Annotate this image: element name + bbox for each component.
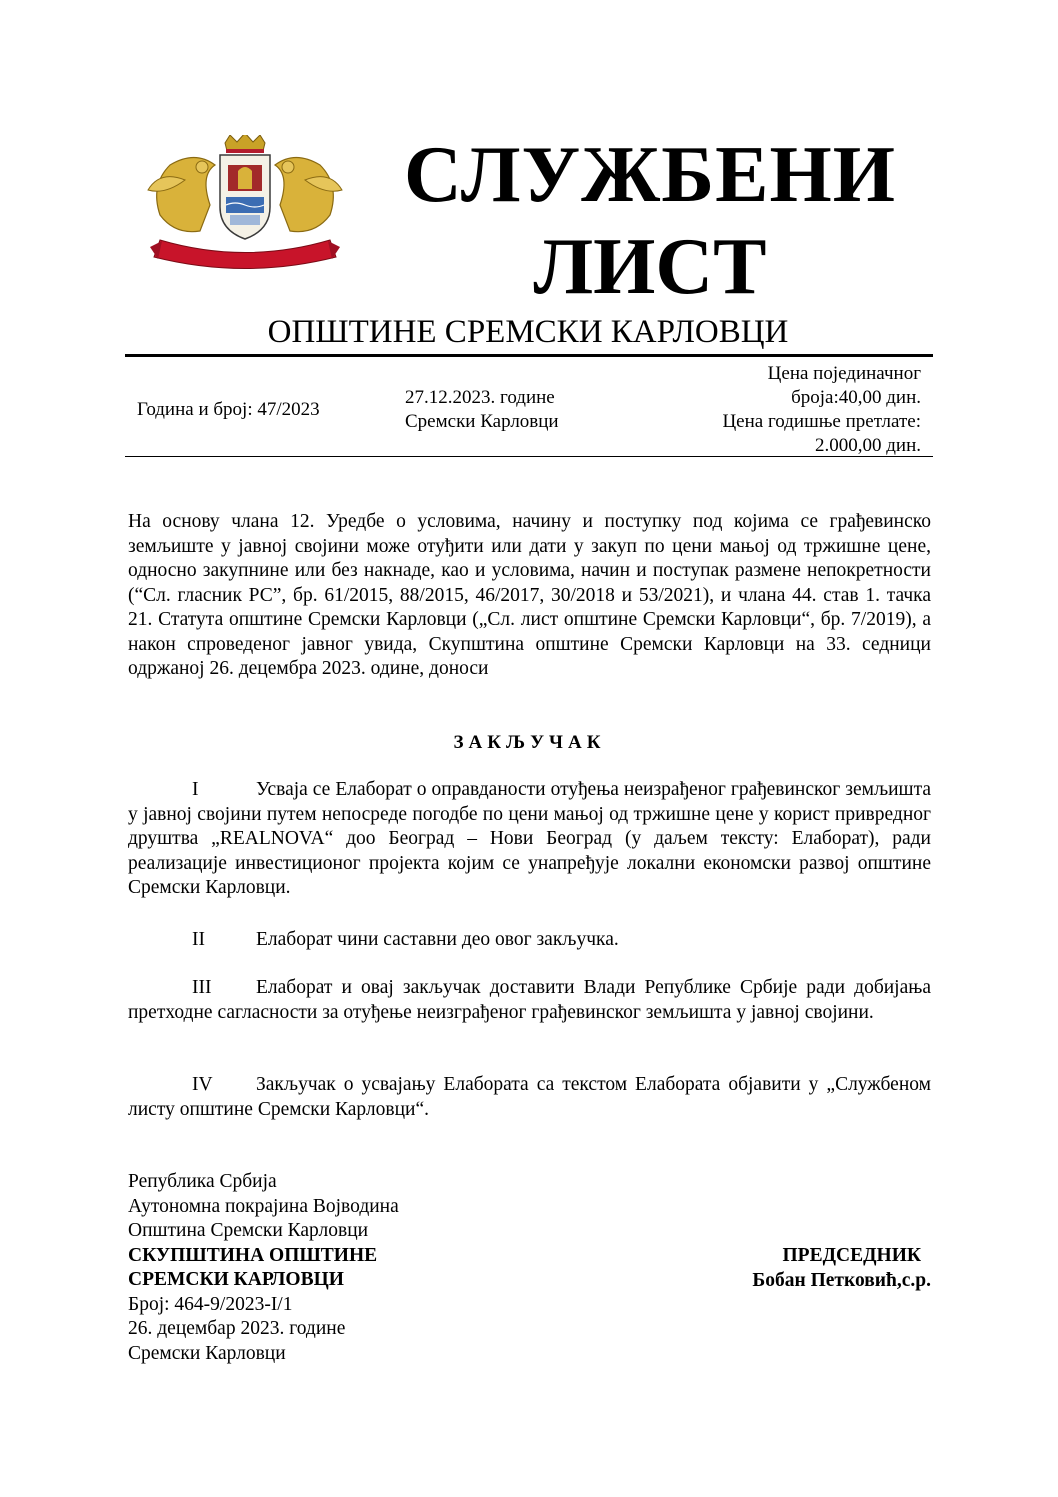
masthead-divider bbox=[125, 354, 933, 357]
article-text: Закључак о усвајању Елабората са текстом Елабората објавити у „Службеном листу општине Сремски Карловци“. bbox=[128, 1074, 931, 1120]
issue-date-place bbox=[405, 386, 625, 434]
issue-date: 27.12.2023. године bbox=[405, 387, 555, 408]
document-date: 26. децембар 2023. године bbox=[128, 1318, 346, 1339]
issuer-body: СКУПШТИНА ОПШТИНЕ bbox=[128, 1244, 378, 1266]
masthead-title-line2: ЛИСТ bbox=[533, 223, 767, 311]
article-text: Елаборат и овај закључак доставити Влади Републике Србије ради добијања претходне сагласности за отуђење неизграђеног грађевинског земљишта у јавној својини. bbox=[128, 977, 931, 1023]
article-4 bbox=[128, 1073, 931, 1122]
coat-of-arms bbox=[140, 135, 350, 270]
article-number: IV bbox=[192, 1074, 213, 1095]
document-number: Број: 464-9/2023-I/1 bbox=[128, 1293, 293, 1315]
price-line: броја:40,00 дин. bbox=[791, 387, 921, 408]
decision-heading: ЗАКЉУЧАК bbox=[453, 732, 606, 753]
signature-block bbox=[640, 1244, 931, 1293]
article-text: Елаборат чини саставни део овог закључка. bbox=[256, 929, 619, 950]
price-line: 2.000,00 дин. bbox=[814, 435, 921, 456]
price-line: Цена годишње претлате: bbox=[722, 411, 921, 432]
article-1 bbox=[128, 778, 931, 901]
issuer-line: Република Србија bbox=[128, 1171, 277, 1192]
article-text: Усваја се Елаборат о оправданости отуђења неизрађеног грађевинског земљишта у јавној својини путем непосреде погодбе по цени мањој од тржишне цене у корист привредног друштва „REALNOVA“ доо Београд – Нови Београд (у даљем тексту: Елаборат), ради реализације инвестиционог пројекта којим се унапређује локални економски развој општине Сремски Карловци. bbox=[128, 779, 931, 898]
issue-info-row bbox=[125, 360, 931, 456]
issuer-line: Општина Сремски Карловци bbox=[128, 1220, 369, 1241]
info-divider bbox=[125, 456, 933, 457]
issue-number: Година и број: 47/2023 bbox=[137, 399, 320, 420]
issuer-block bbox=[128, 1170, 548, 1366]
signatory-title: ПРЕДСЕДНИК bbox=[782, 1245, 921, 1266]
article-number: III bbox=[192, 977, 212, 998]
preamble-paragraph: На основу члана 12. Уредбе о условима, начину и поступку под којима се грађевинско земљиште у јавној својини може отуђити или дати у закуп по цени мањој од тржишне цене, односно закупнине или без накнаде, као и условима, начин и поступак размене непокретности (“Сл. гласник РС”, бр. 61/2015, 88/2015, 46/2017, 30/2018 и 53/2021), и члана 44. став 1. тачка 21. Статута општине Сремски Карловци („Сл. лист општине Сремски Карловци“, бр. 7/2019), а након спроведеног јавног увида, Скупштина општине Сремски Карловци на 33. седници одржаној 26. децембра 2023. одине, доноси bbox=[128, 511, 931, 679]
masthead-subtitle: ОПШТИНЕ СРЕМСКИ КАРЛОВЦИ bbox=[267, 314, 789, 350]
price-line: Цена појединачног bbox=[767, 363, 921, 384]
signatory-name: Бобан Петковић,с.р. bbox=[752, 1269, 931, 1291]
article-number: II bbox=[192, 929, 205, 950]
issue-place: Сремски Карловци bbox=[405, 411, 559, 432]
issue-price bbox=[661, 362, 921, 458]
document-place: Сремски Карловци bbox=[128, 1342, 286, 1364]
article-2 bbox=[128, 928, 931, 953]
masthead-title-line1: СЛУЖБЕНИ bbox=[404, 131, 896, 219]
issuer-body: СРЕМСКИ КАРЛОВЦИ bbox=[128, 1269, 344, 1290]
article-3 bbox=[128, 976, 931, 1025]
article-number: I bbox=[192, 779, 199, 800]
issuer-line: Аутономна покрајина Војводина bbox=[128, 1195, 399, 1217]
